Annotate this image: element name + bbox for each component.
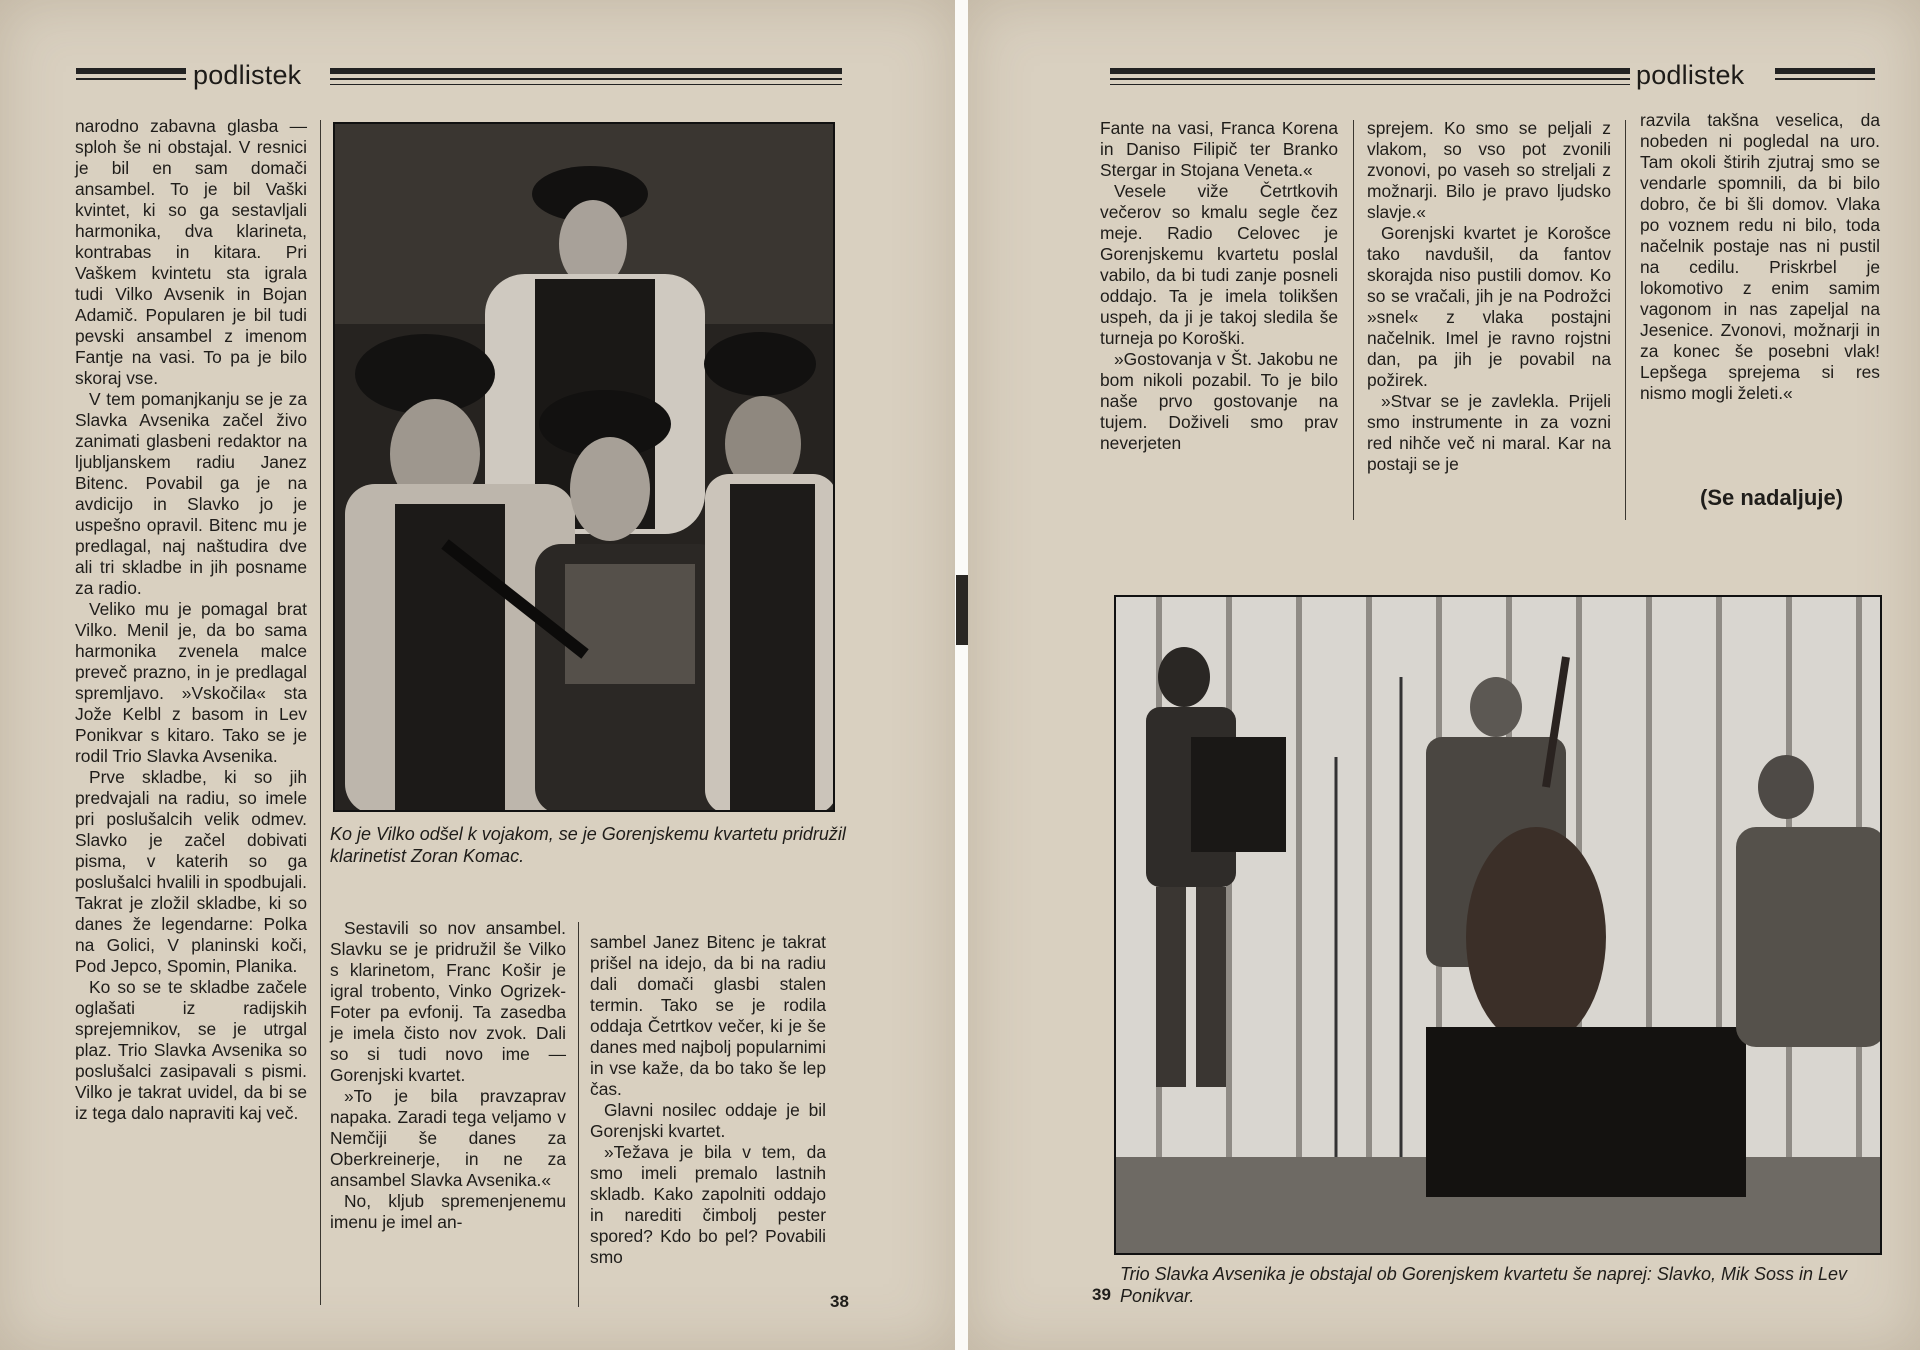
header-rule bbox=[330, 78, 842, 80]
paragraph: »Stvar se je zavlekla. Prijeli smo instrumente in za vozni red nihče več ni maral. Kar na postaji se je bbox=[1367, 391, 1611, 474]
section-label: podlistek bbox=[193, 60, 302, 90]
right-column-3 bbox=[1640, 110, 1880, 404]
paragraph: Fante na vasi, Franca Korena in Daniso Filipič ter Branko Stergar in Stojana Veneta.« bbox=[1100, 118, 1338, 180]
photo-caption: Trio Slavka Avsenika je obstajal ob Gorenjskem kvartetu še naprej: Slavko, Mik Soss in Lev Ponikvar. bbox=[1120, 1264, 1847, 1306]
trio-photo bbox=[1114, 595, 1882, 1255]
page-fold bbox=[955, 0, 968, 1350]
column-rule bbox=[1353, 120, 1354, 520]
header-rule bbox=[76, 78, 186, 80]
band-photo-image bbox=[335, 124, 835, 812]
page-number: 39 bbox=[1092, 1285, 1111, 1304]
page-number: 38 bbox=[830, 1292, 849, 1311]
left-column-3 bbox=[590, 932, 826, 1268]
right-column-1 bbox=[1100, 118, 1338, 454]
paragraph: sprejem. Ko smo se peljali z vlakom, so vso pot zvonili zvonovi, po vaseh so streljali z možnarji. Bilo je pravo ljudsko slavje.« bbox=[1367, 118, 1611, 222]
paragraph: »To je bila pravzaprav napaka. Zaradi tega veljamo v Nemčiji še danes za Oberkreinerje, in ne za ansambel Slavka Avsenika.« bbox=[330, 1086, 566, 1190]
right-column-2 bbox=[1367, 118, 1611, 475]
header-rule bbox=[1775, 78, 1875, 80]
column-rule bbox=[320, 120, 321, 1305]
column-rule bbox=[1625, 120, 1626, 520]
trio-photo-image bbox=[1116, 597, 1882, 1255]
header-rule bbox=[1110, 78, 1630, 80]
paragraph: No, kljub spremenjenemu imenu je imel an- bbox=[330, 1191, 566, 1232]
header-rule bbox=[76, 68, 186, 74]
paragraph: »Gostovanja v Št. Jakobu ne bom nikoli pozabil. To je bilo naše prvo gostovanje na tujem. Doživeli smo prav neverjeten bbox=[1100, 349, 1338, 453]
paragraph: V tem pomanjkanju se je za Slavka Avsenika začel živo zanimati glasbeni redaktor na ljubljanskem radiu Janez Bitenc. Povabil ga je na avdicijo in Slavko jo je uspešno opravil. Bitenc mu je predlagal, naj naštudira dve ali tri skladbe in jih posname za radio. bbox=[75, 389, 307, 598]
paragraph: razvila takšna veselica, da nobeden ni pogledal na uro. Tam okoli štirih zjutraj smo se vendarle spomnili, da bi bilo dobro, če bi šli domov. Vlaka po voznem redu ni bilo, toda načelnik postaje nas ni pustil na cedilu. Priskrbel je lokomotivo z enim samim vagonom in nas zapeljal na Jesenice. Zvonovi, možnarji in za konec še posebni vlak! Lepšega sprejema si res nismo mogli želeti.« bbox=[1640, 110, 1880, 403]
header-rule bbox=[330, 68, 842, 74]
paragraph: narodno zabavna glasba — sploh še ni obstajal. V resnici je bil en sam domači ansambel. To je bil Vaški kvintet, ki so ga sestavljali harmonika, dva klarineta, kontrabas in kitara. Pri Vaškem kvintetu sta igrala tudi Vilko Avsenik in Bojan Adamič. Popularen je bil tudi pevski ansambel z imenom Fantje na vasi. To pa je bilo skoraj vse. bbox=[75, 116, 307, 388]
paragraph: Veliko mu je pomagal brat Vilko. Menil je, da bo sama harmonika zvenela malce preveč prazno, in je predlagal spremljavo. »Vskočila« sta Jože Kelbl z basom in Lev Ponikvar s kitaro. Tako se je rodil Trio Slavka Avsenika. bbox=[75, 599, 307, 766]
band-photo bbox=[333, 122, 835, 812]
paragraph: Prve skladbe, ki so jih predvajali na radiu, so imele pri poslušalcih velik odmev. Slavko je začel dobivati pisma, v katerih so ga poslušalci hvalili in spodbujali. Takrat je zložil skladbe, ki so danes že legendarne: Polka na Golici, V planinski koči, Pod Jepco, Spomin, Planika. bbox=[75, 767, 307, 976]
header-rule bbox=[1110, 84, 1630, 85]
paragraph: Glavni nosilec oddaje je bil Gorenjski kvartet. bbox=[590, 1100, 826, 1141]
left-column-2 bbox=[330, 918, 566, 1233]
header-rule bbox=[1775, 68, 1875, 74]
paragraph: Vesele viže Četrtkovih večerov so kmalu segle čez meje. Radio Celovec je Gorenjskemu kvartetu poslal vabilo, da bi tudi zanje posneli oddajo. Ta je imela tolikšen uspeh, da ji je takoj sledila še turneja po Koroški. bbox=[1100, 181, 1338, 348]
fold-shadow bbox=[956, 575, 968, 645]
header-rule bbox=[1110, 68, 1630, 74]
continued-label: (Se nadaljuje) bbox=[1700, 485, 1844, 510]
header-rule bbox=[330, 84, 842, 85]
paragraph: Sestavili so nov ansambel. Slavku se je pridružil še Vilko s klarinetom, Franc Košir je igral trobento, Vinko Ogrizek-Foter pa evfonij. Ta zasedba je imela čisto nov zvok. Dali so si tudi novo ime — Gorenjski kvartet. bbox=[330, 918, 566, 1085]
column-rule bbox=[578, 922, 579, 1307]
paragraph: »Težava je bila v tem, da smo imeli premalo lastnih skladb. Kako zapolniti oddajo in narediti čimbolj pester spored? Kdo bo pel? Povabili smo bbox=[590, 1142, 826, 1267]
paragraph: Gorenjski kvartet je Korošce tako navdušil, da fantov skorajda niso pustili domov. Ko so se vračali, jih je na Podrožci »snel« z vlaka postajni načelnik. Imel je ravno rojstni dan, pa jih je povabil na požirek. bbox=[1367, 223, 1611, 390]
paragraph: sambel Janez Bitenc je takrat prišel na idejo, da bi na radiu dali domači glasbi stalen termin. Tako se je rodila oddaja Četrtkov večer, ki je še danes med najbolj popularnimi in vse kaže, da bo tako še lep čas. bbox=[590, 932, 826, 1099]
paragraph: Ko so se te skladbe začele oglašati iz radijskih sprejemnikov, se je utrgal plaz. Trio Slavka Avsenika so poslušalci zasipavali s pismi. Vilko je takrat uvidel, da bi se iz tega dalo napraviti kaj več. bbox=[75, 977, 307, 1123]
left-column-1 bbox=[75, 116, 307, 1124]
section-label: podlistek bbox=[1636, 60, 1745, 90]
photo-caption: Ko je Vilko odšel k vojakom, se je Gorenjskemu kvartetu pridružil klarinetist Zoran Komac. bbox=[330, 824, 846, 866]
